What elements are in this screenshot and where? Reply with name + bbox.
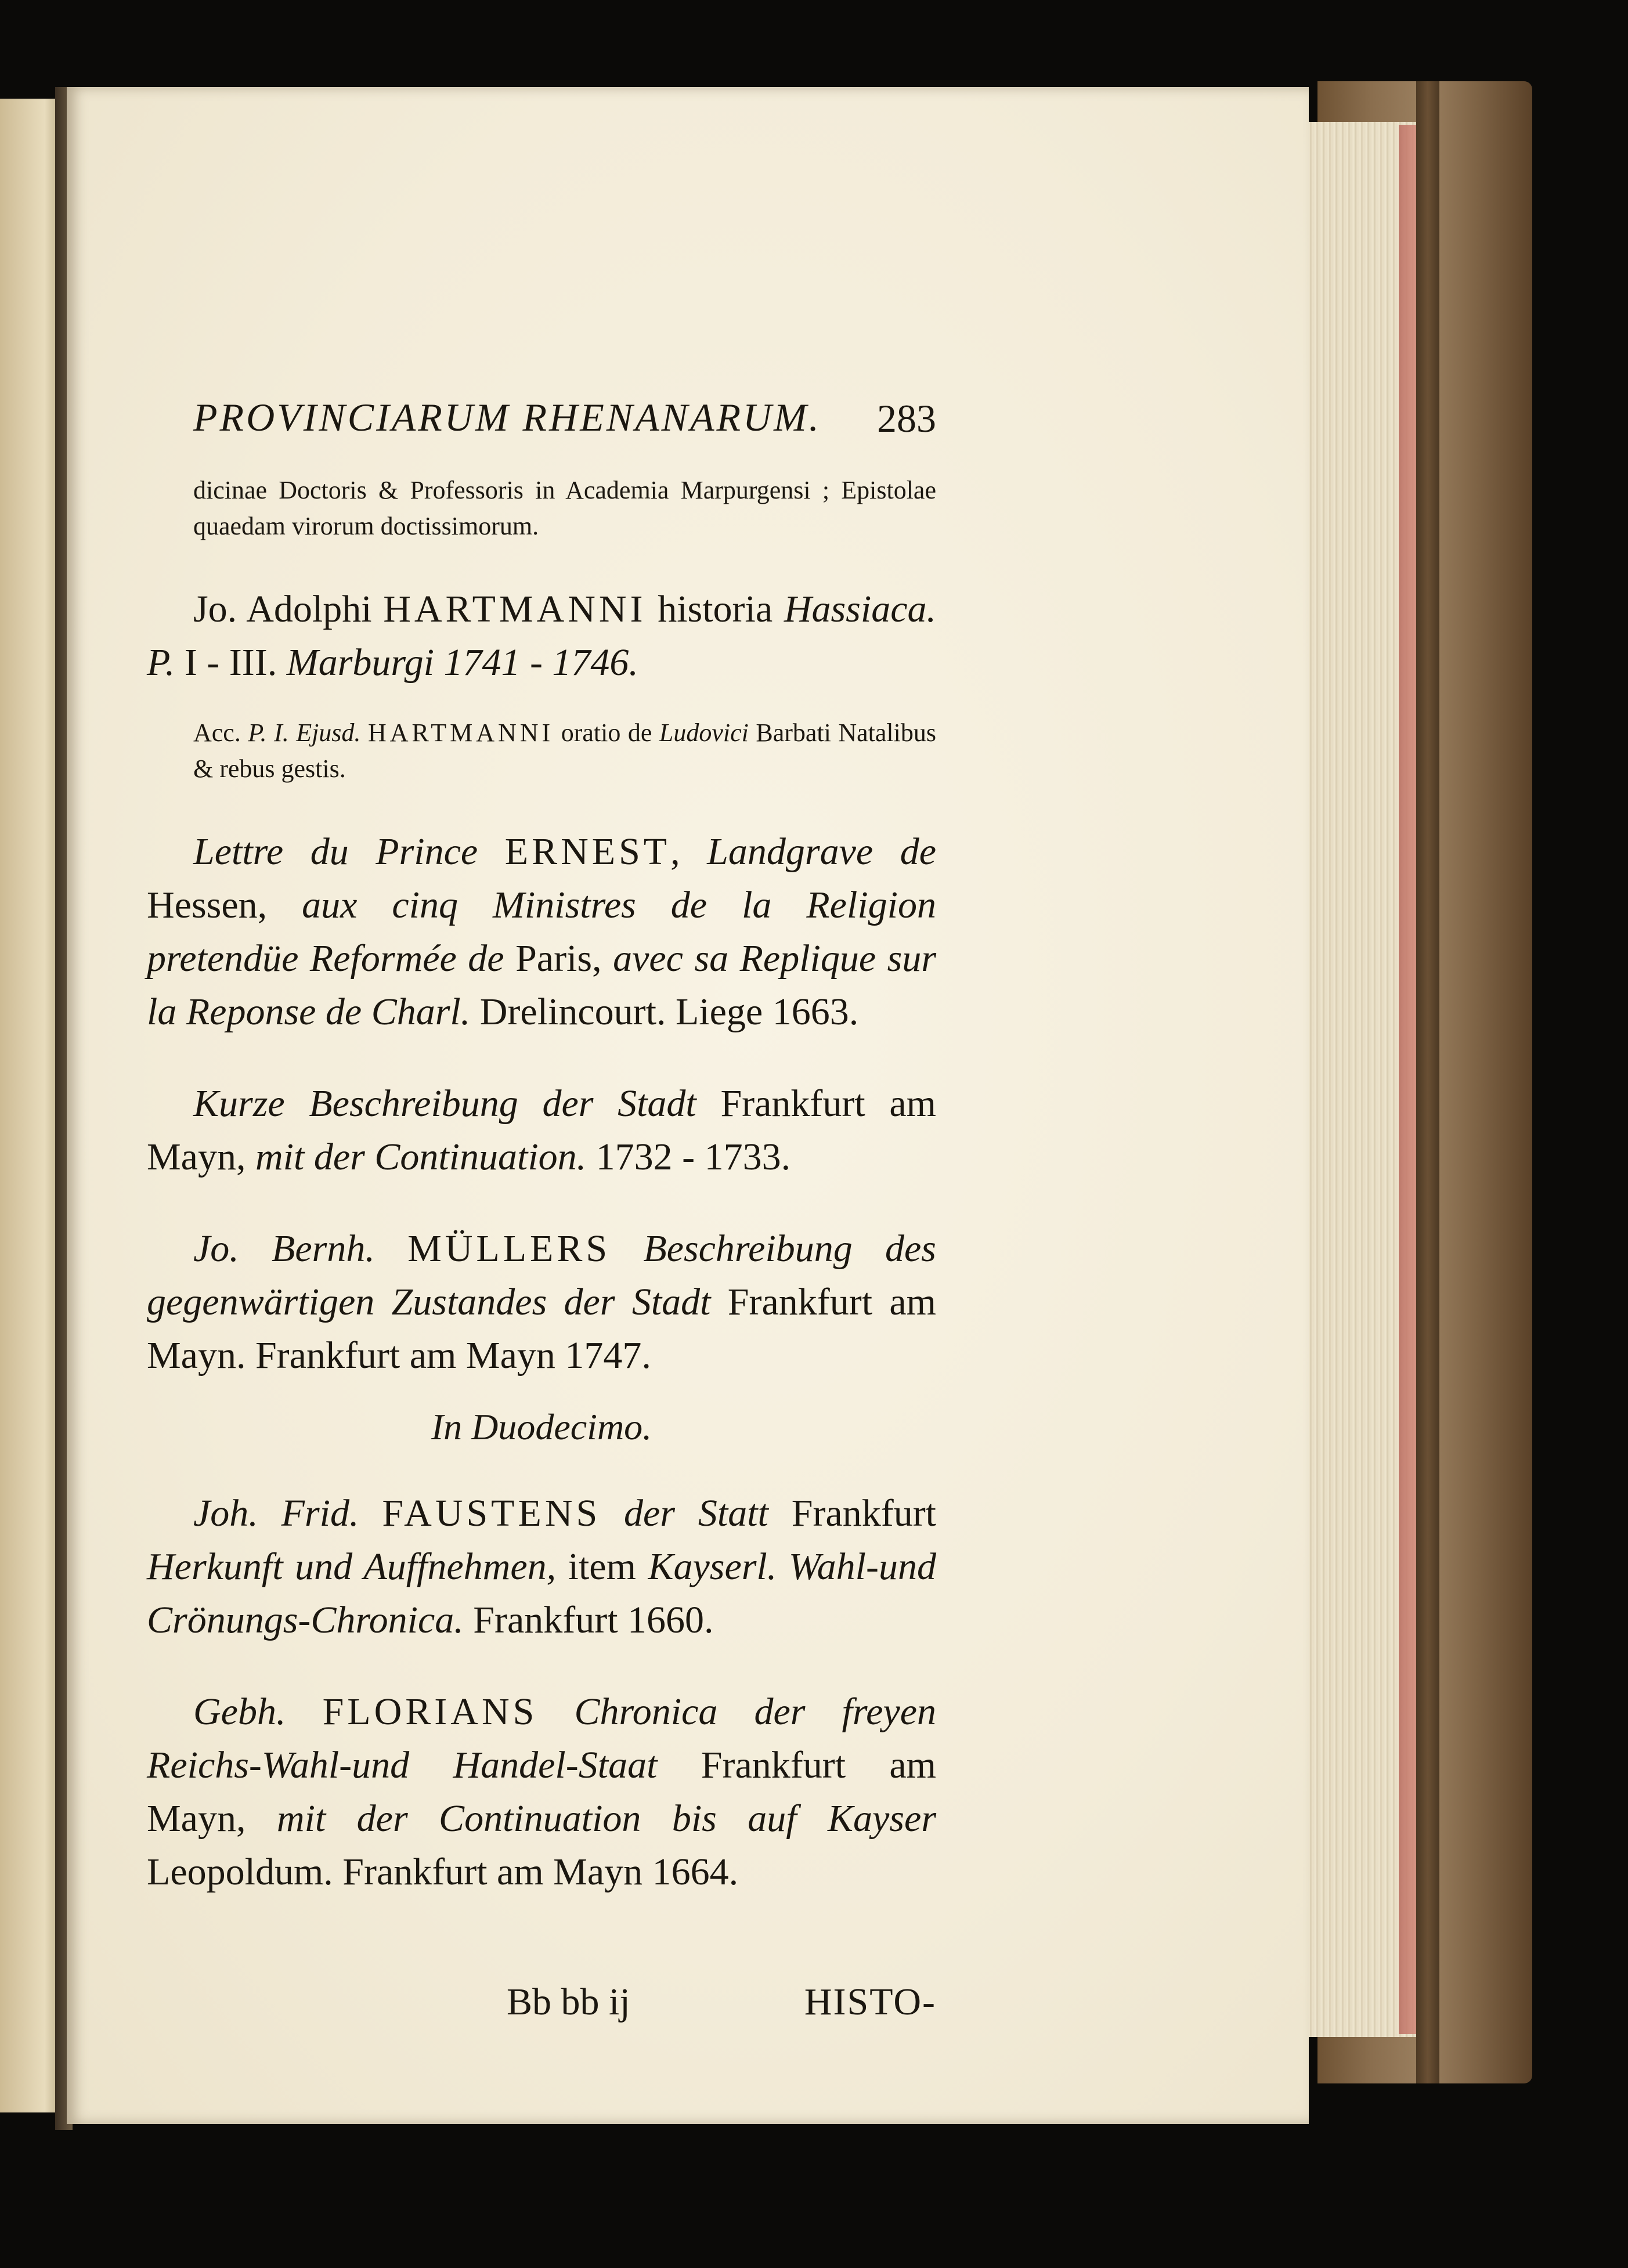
entry-italic: avec sa Replique sur la Reponse de Charl.	[147, 937, 937, 1033]
entry-italic: Herkunft und Auffnehmen,	[147, 1545, 557, 1588]
page-header	[147, 383, 936, 447]
entry-italic: aux cinq Ministres de la Religion pretendüe Reformée de	[147, 884, 936, 980]
entry-text: Leopoldum. Frankfurt am Mayn 1664.	[147, 1851, 739, 1893]
catchword: HISTO-	[804, 1981, 936, 2023]
entry-text: historia	[646, 588, 784, 630]
entry-text	[601, 1492, 624, 1534]
entry-text: Frankfurt am Mayn,	[147, 1082, 937, 1178]
entry-text: Frankfurt 1660.	[463, 1599, 714, 1641]
entry-text: Paris,	[504, 937, 613, 980]
entry-text: I - III.	[175, 641, 287, 684]
signature-mark: Bb bb ij	[507, 1981, 630, 2023]
running-head: PROVINCIARUM RHENANARUM.	[193, 395, 821, 439]
entry-italic: mit der Continuation.	[255, 1136, 587, 1178]
page-footer	[147, 1980, 936, 2050]
note-hartmann	[147, 715, 936, 787]
author-name: HARTMANNI	[383, 588, 647, 630]
entry-text: item	[556, 1545, 648, 1588]
author-name: MÜLLERS	[407, 1227, 611, 1270]
entry-ernest	[147, 825, 936, 1039]
note-italic: P. I. Ejusd.	[248, 718, 361, 747]
entry-italic: der Statt	[624, 1492, 768, 1534]
entry-text: Frankfurt am Mayn. Frankfurt am Mayn 1747.	[147, 1281, 937, 1377]
note-text: Barbati Natalibus & rebus gestis.	[193, 718, 936, 783]
section-heading: In Duodecimo.	[431, 1406, 652, 1447]
entry-text: Drelincourt. Liege 1663.	[470, 991, 859, 1033]
entry-text: Frankfurt	[768, 1492, 937, 1534]
entry-text: Hessen,	[147, 884, 302, 926]
cover-edge	[1416, 81, 1439, 2083]
entry-text	[537, 1691, 574, 1733]
entry-text	[611, 1227, 643, 1270]
entry-florian	[147, 1685, 936, 1899]
author-name: FLORIANS	[322, 1691, 538, 1733]
entry-text	[375, 1227, 407, 1270]
entry-kurze	[147, 1077, 936, 1184]
continued-note	[147, 472, 936, 544]
entry-italic: Kayserl. Wahl-und Crönungs-Chronica.	[147, 1545, 936, 1641]
entry-italic: Jo. Bernh.	[193, 1227, 375, 1270]
left-page-edge	[0, 99, 64, 2112]
entry-italic: Gebh.	[193, 1691, 286, 1733]
entry-italic: Hassiaca.	[784, 588, 936, 630]
entry-italic: mit der Continuation bis auf Kayser	[276, 1797, 936, 1840]
note-text: Acc.	[193, 718, 248, 747]
entry-text	[359, 1492, 382, 1534]
note-text: oratio de	[554, 718, 659, 747]
note-text	[360, 718, 368, 747]
entry-italic: Joh. Frid.	[193, 1492, 359, 1534]
entry-text	[286, 1691, 322, 1733]
entry-text: ,	[670, 830, 707, 873]
entry-italic: Lettre du Prince	[193, 830, 505, 873]
page-text	[147, 383, 936, 2050]
entry-italic: Beschreibung des gegenwärtigen Zustandes der Stadt	[147, 1227, 936, 1323]
entry-italic: P.	[147, 641, 175, 684]
entry-italic: Marburgi 1741 - 1746.	[286, 641, 638, 684]
entry-italic: Chronica der freyen Reichs-Wahl-und Handel-Staat	[147, 1691, 936, 1786]
entry-text: Frankfurt am Mayn,	[147, 1744, 936, 1840]
author-name: HARTMANNI	[367, 718, 554, 747]
author-name: ERNEST	[504, 830, 671, 873]
entry-text: Jo. Adolphi	[193, 588, 384, 630]
entry-mueller	[147, 1222, 936, 1382]
page-number: 283	[877, 396, 936, 440]
entry-italic: Landgrave de	[707, 830, 936, 873]
entry-italic: Kurze Beschreibung der Stadt	[193, 1082, 696, 1125]
author-name: FAUSTENS	[382, 1492, 601, 1534]
entry-hartmann	[147, 583, 936, 689]
note-italic: Ludovici	[659, 718, 749, 747]
entry-fausten	[147, 1487, 936, 1647]
entry-text: 1732 - 1733.	[586, 1136, 791, 1178]
continued-note-text: dicinae Doctoris & Professoris in Academia Marpurgensi ; Epistolae quaedam virorum doctissimorum.	[193, 476, 936, 540]
